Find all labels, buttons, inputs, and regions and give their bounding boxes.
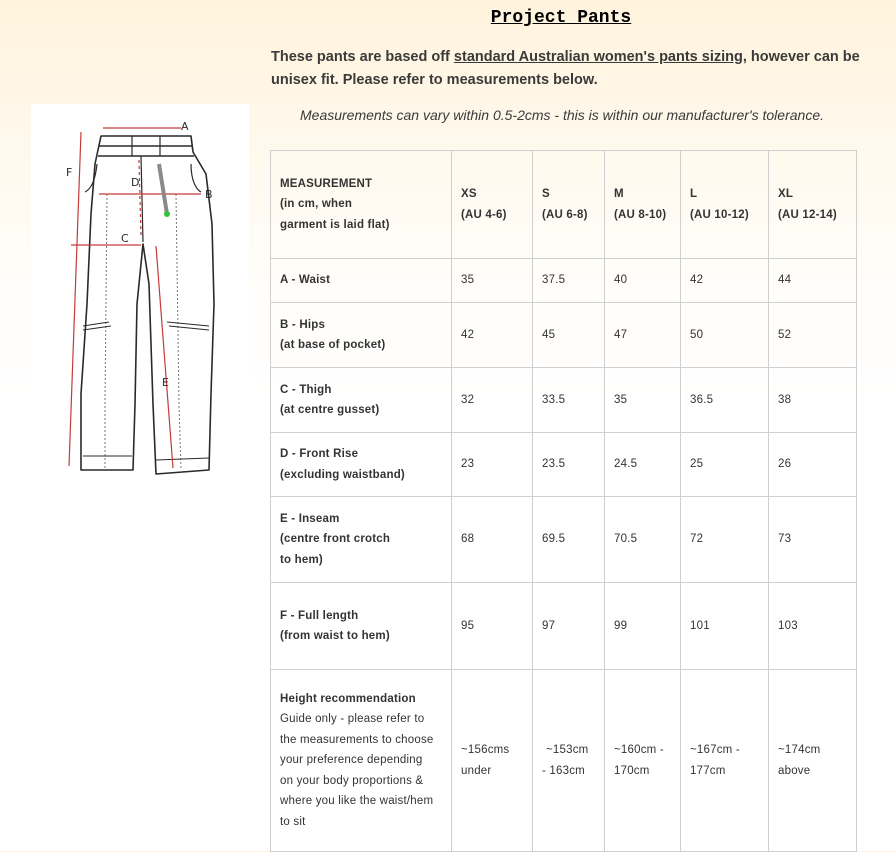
size-au: (AU 10-12): [690, 208, 749, 221]
height-recommendation-title: Height recommendation: [280, 692, 416, 705]
row-label-waist: [271, 259, 452, 303]
row-label-line: (excluding waistband): [280, 468, 405, 481]
value-cell: 50: [681, 303, 769, 368]
pants-outline: [81, 136, 214, 474]
front-rise-marker: [159, 164, 167, 214]
height-cell-xs: [452, 670, 533, 852]
value-cell: 52: [769, 303, 857, 368]
value-cell: 44: [769, 259, 857, 303]
value-cell: 99: [605, 583, 681, 670]
label-a: A: [181, 120, 189, 133]
height-cell-m: [605, 670, 681, 852]
height-hint-line: Guide only - please refer to: [280, 713, 425, 726]
height-value-line: under: [461, 764, 492, 777]
table-row: [271, 303, 857, 368]
hem-lines: [83, 456, 209, 460]
row-label-hips: [271, 303, 452, 368]
row-label-line: to hem): [280, 553, 323, 566]
measurement-header: [271, 151, 452, 259]
value-cell: 47: [605, 303, 681, 368]
row-label-line: B - Hips: [280, 318, 326, 331]
measure-line-e: [156, 246, 173, 468]
table-row: [271, 259, 857, 303]
size-header-m: [605, 151, 681, 259]
value-cell: 37.5: [533, 259, 605, 303]
fly: [141, 156, 143, 242]
value-cell: 97: [533, 583, 605, 670]
measurement-header-line: (in cm, when: [280, 198, 353, 211]
height-cell-xl: [769, 670, 857, 852]
value-cell: 72: [681, 497, 769, 583]
front-rise-marker-end: [164, 211, 170, 217]
value-cell: 103: [769, 583, 857, 670]
value-cell: 23.5: [533, 433, 605, 497]
size-header-l: [681, 151, 769, 259]
value-cell: 73: [769, 497, 857, 583]
size-name: S: [542, 188, 550, 200]
row-label-line: (centre front crotch: [280, 533, 391, 546]
height-hint-line: where you like the waist/hem: [280, 795, 434, 808]
value-cell: 25: [681, 433, 769, 497]
measurement-header-line: MEASUREMENT: [280, 177, 373, 190]
height-value-line: ~153cm: [546, 744, 589, 756]
right-pocket: [191, 164, 201, 192]
value-cell: 36.5: [681, 368, 769, 433]
table-row: [271, 433, 857, 497]
row-label-line: D - Front Rise: [280, 448, 359, 460]
row-label-line: F - Full length: [280, 609, 359, 622]
value-cell: 101: [681, 583, 769, 670]
row-label-line: E - Inseam: [280, 512, 340, 525]
value-cell: 24.5: [605, 433, 681, 497]
height-value-line: ~160cm -: [614, 744, 664, 756]
table-row: [271, 497, 857, 583]
row-label-line: (at centre gusset): [280, 404, 380, 416]
size-name: XL: [778, 188, 794, 200]
height-hint-line: on your body proportions &: [280, 774, 424, 787]
height-value-line: above: [778, 764, 811, 777]
value-cell: 38: [769, 368, 857, 433]
value-cell: 69.5: [533, 497, 605, 583]
intro-text-end: , however can be unisex fit. Please refer to measurements below.: [271, 49, 860, 88]
height-value-line: 177cm: [690, 764, 726, 777]
size-chart-table: [270, 150, 857, 852]
table-row: [271, 368, 857, 433]
size-header-xs: [452, 151, 533, 259]
size-au: (AU 12-14): [778, 208, 837, 221]
row-label-line: C - Thigh: [280, 383, 332, 396]
value-cell: 42: [452, 303, 533, 368]
value-cell: 68: [452, 497, 533, 583]
height-value-line: ~174cm: [778, 744, 821, 756]
height-hint-line: the measurements to choose: [280, 733, 434, 746]
pants-diagram-illustration: [31, 104, 249, 485]
value-cell: 42: [681, 259, 769, 303]
table-row: [271, 583, 857, 670]
value-cell: 95: [452, 583, 533, 670]
intro-text: [271, 46, 861, 92]
height-cell-s: [533, 670, 605, 852]
left-leg-seam: [105, 194, 107, 468]
size-name: M: [614, 188, 624, 200]
row-label-full-length: [271, 583, 452, 670]
height-hint-line: your preference depending: [280, 754, 423, 767]
tolerance-note: Measurements can vary within 0.5-2cms - this is within our manufacturer's tolerance.: [300, 107, 824, 123]
value-cell: 33.5: [533, 368, 605, 433]
height-hint-line: to sit: [280, 815, 306, 828]
label-f: F: [66, 166, 73, 179]
pants-measurement-diagram: [31, 104, 249, 485]
size-name: L: [690, 188, 698, 200]
value-cell: 35: [605, 368, 681, 433]
label-e: E: [162, 376, 169, 389]
height-value-line: - 163cm: [542, 764, 585, 777]
intro-text-start: These pants are based off: [271, 49, 454, 65]
height-value-line: ~156cms: [461, 744, 510, 756]
label-d: D: [131, 176, 140, 189]
height-value-line: ~167cm -: [690, 744, 740, 756]
measure-line-f: [69, 132, 81, 466]
size-header-xl: [769, 151, 857, 259]
value-cell: 40: [605, 259, 681, 303]
size-name: XS: [461, 188, 477, 200]
row-label-line: (from waist to hem): [280, 630, 390, 642]
row-label-thigh: [271, 368, 452, 433]
size-au: (AU 6-8): [542, 208, 588, 221]
row-label-inseam: [271, 497, 452, 583]
knee-darts: [83, 322, 209, 330]
size-header-s: [533, 151, 605, 259]
value-cell: 35: [452, 259, 533, 303]
sizing-link[interactable]: standard Australian women's pants sizing: [453, 49, 743, 65]
size-au: (AU 8-10): [614, 208, 667, 221]
value-cell: 23: [452, 433, 533, 497]
height-recommendation-label: [271, 670, 452, 852]
value-cell: 45: [533, 303, 605, 368]
label-b: B: [205, 188, 213, 201]
measurement-header-line: garment is laid flat): [280, 218, 390, 231]
height-recommendation-row: [271, 670, 857, 852]
size-chart-header-row: [271, 151, 857, 259]
size-au: (AU 4-6): [461, 208, 507, 221]
right-leg-seam: [176, 194, 181, 470]
height-cell-l: [681, 670, 769, 852]
row-label-line: (at base of pocket): [280, 339, 386, 351]
value-cell: 70.5: [605, 497, 681, 583]
measure-line-d: [139, 160, 141, 236]
height-value-line: 170cm: [614, 764, 650, 777]
row-label-line: A - Waist: [280, 274, 331, 287]
value-cell: 32: [452, 368, 533, 433]
value-cell: 26: [769, 433, 857, 497]
label-c: C: [121, 232, 129, 245]
waistband: [98, 146, 194, 156]
page-title: Project Pants: [490, 8, 632, 28]
row-label-front-rise: [271, 433, 452, 497]
